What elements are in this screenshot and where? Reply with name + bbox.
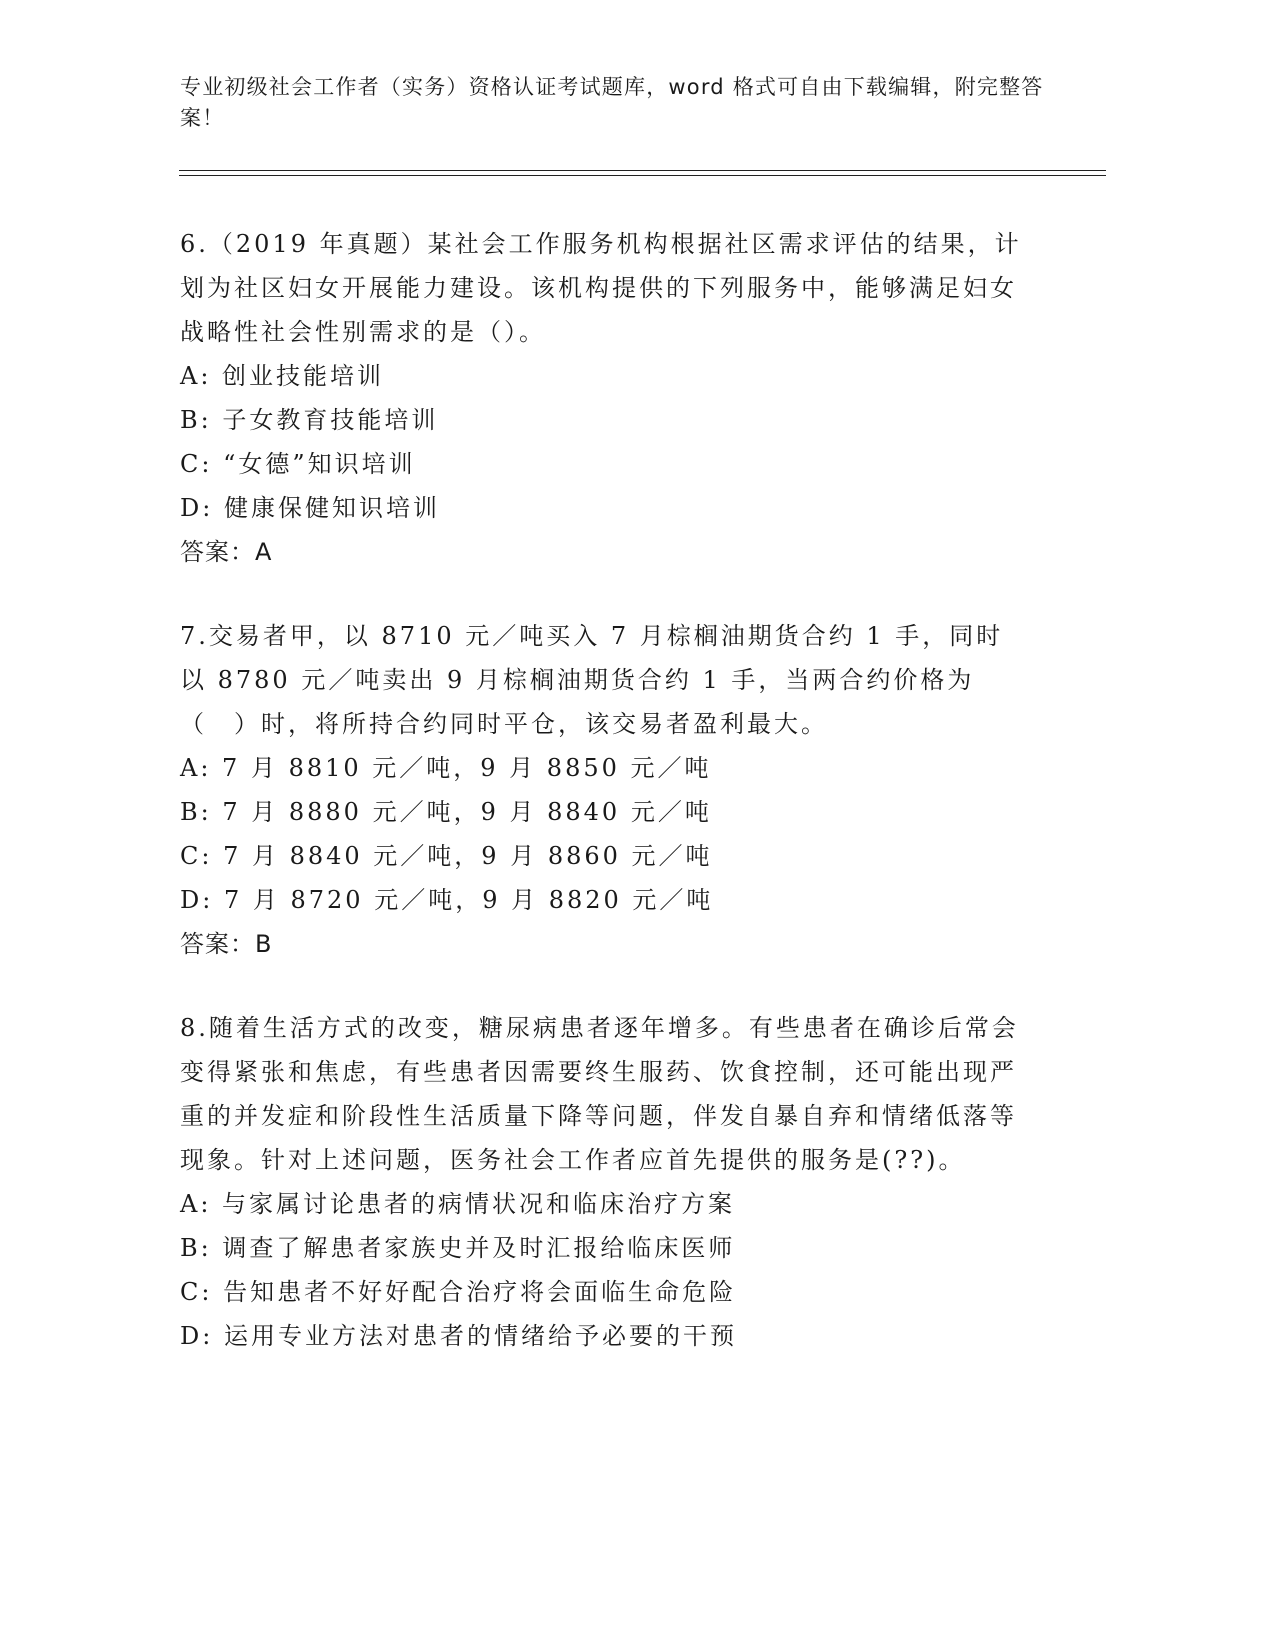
answer-line: 答案：A xyxy=(180,538,273,566)
header-divider-top xyxy=(179,170,1106,171)
question-7 xyxy=(180,614,1030,966)
option-c: C: “女德”知识培训 xyxy=(180,450,416,478)
option-b: B: 调查了解患者家族史并及时汇报给临床医师 xyxy=(180,1234,736,1262)
option-d: D: 7 月 8720 元／吨，9 月 8820 元／吨 xyxy=(180,886,714,914)
option-d: D: 运用专业方法对患者的情绪给予必要的干预 xyxy=(180,1322,737,1350)
option-c: C: 告知患者不好好配合治疗将会面临生命危险 xyxy=(180,1278,737,1306)
header-divider-bottom xyxy=(179,175,1106,176)
answer-line: 答案：B xyxy=(180,930,273,958)
option-a: A: 与家属讨论患者的病情状况和临床治疗方案 xyxy=(180,1190,736,1218)
document-header: 专业初级社会工作者（实务）资格认证考试题库，word 格式可自由下载编辑，附完整答案！ xyxy=(180,75,1044,130)
question-stem: 6.（2019 年真题）某社会工作服务机构根据社区需求评估的结果，计划为社区妇女开展能力建设。该机构提供的下列服务中，能够满足妇女战略性社会性别需求的是（）。 xyxy=(180,230,1022,346)
option-b: B: 子女教育技能培训 xyxy=(180,406,439,434)
question-8 xyxy=(180,1006,1030,1358)
option-c: C: 7 月 8840 元／吨，9 月 8860 元／吨 xyxy=(180,842,713,870)
option-a: A: 创业技能培训 xyxy=(180,362,385,390)
question-stem: 7.交易者甲，以 8710 元／吨买入 7 月棕榈油期货合约 1 手，同时以 8780 元／吨卖出 9 月棕榈油期货合约 1 手，当两合约价格为（ ）时，将所持合约同时平仓，该交易者盈利最大。 xyxy=(180,622,1004,738)
question-stem: 8.随着生活方式的改变，糖尿病患者逐年增多。有些患者在确诊后常会变得紧张和焦虑，有些患者因需要终生服药、饮食控制，还可能出现严重的并发症和阶段性生活质量下降等问题，伴发自暴自弃和情绪低落等现象。针对上述问题，医务社会工作者应首先提供的服务是(??)。 xyxy=(180,1014,1019,1174)
question-6 xyxy=(180,222,1030,574)
option-b: B: 7 月 8880 元／吨，9 月 8840 元／吨 xyxy=(180,798,712,826)
option-d: D: 健康保健知识培训 xyxy=(180,494,440,522)
option-a: A: 7 月 8810 元／吨，9 月 8850 元／吨 xyxy=(180,754,712,782)
